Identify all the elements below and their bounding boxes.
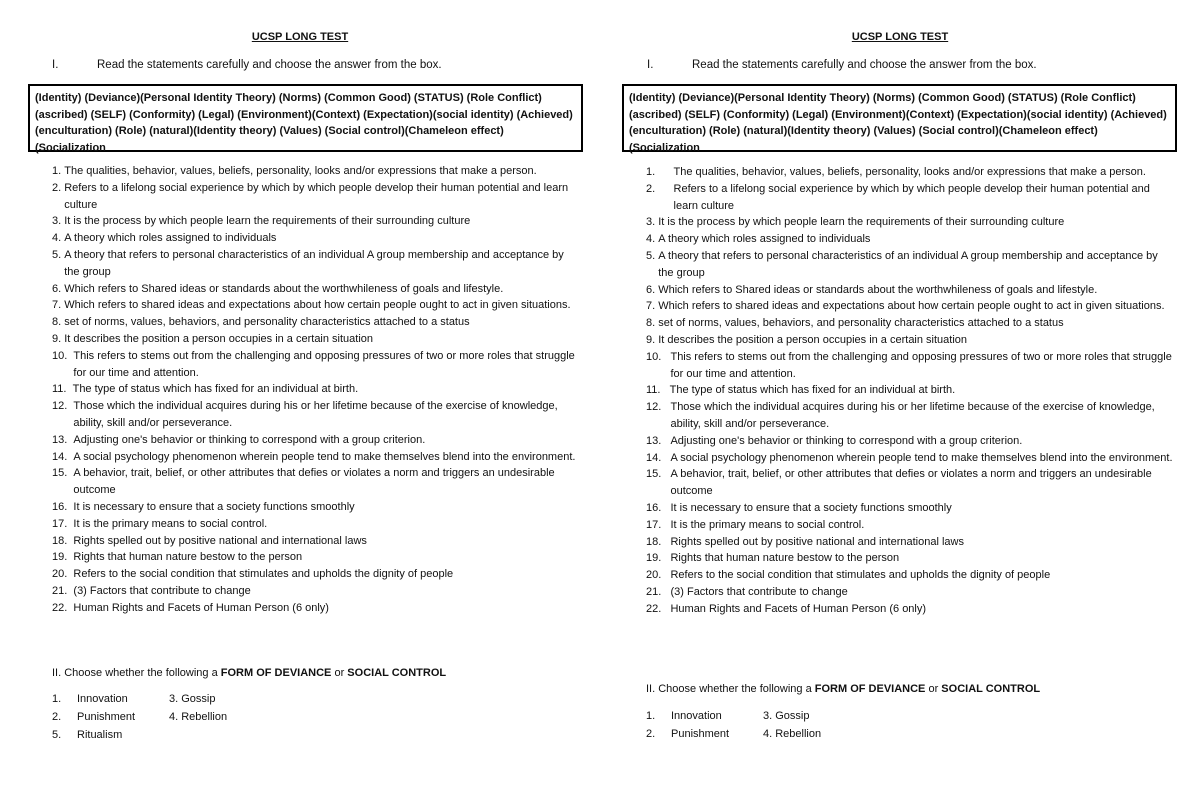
item-number: 2. — [646, 728, 656, 740]
part2-row — [52, 726, 227, 744]
question-text: A social psychology phenomenon wherein people tend to make themselves blend into the environment. — [670, 451, 1173, 464]
part2-row — [52, 708, 227, 726]
question-number: 22. — [52, 601, 74, 614]
question-number: 20. — [52, 568, 74, 581]
question-text: Refers to the social condition that stimulates and upholds the dignity of people — [670, 569, 1051, 582]
question-number: 16. — [646, 501, 671, 514]
question-text: Which refers to shared ideas and expectations about how certain people ought to act in given situations. — [64, 299, 571, 312]
question-number: 13. — [52, 433, 74, 446]
question-item — [52, 163, 582, 180]
part1-text: Read the statements carefully and choose the answer from the box. — [692, 59, 1037, 71]
part2-list — [646, 707, 821, 743]
question-item — [646, 349, 1176, 383]
box-line: (Socialization — [629, 141, 700, 154]
question-item — [646, 164, 1176, 181]
item-label: Innovation — [77, 693, 128, 705]
question-item — [52, 600, 582, 617]
question-number: 2. — [646, 182, 674, 195]
question-number: 19. — [646, 552, 671, 565]
question-number: 1. — [52, 165, 65, 177]
question-item — [52, 297, 582, 314]
question-number: 16. — [52, 500, 74, 513]
question-number: 5. — [646, 249, 659, 262]
part1-roman: I. — [52, 59, 59, 71]
question-list — [52, 163, 582, 617]
question-text: Adjusting one's behavior or thinking to correspond with a group criterion. — [73, 433, 426, 446]
question-item — [646, 214, 1176, 231]
question-text: Rights that human nature bestow to the person — [670, 552, 900, 565]
question-item — [646, 332, 1176, 349]
question-item — [52, 247, 582, 281]
question-text: It describes the position a person occupies in a certain situation — [64, 332, 374, 345]
question-text: Refers to the social condition that stimulates and upholds the dignity of people — [73, 568, 454, 581]
item-label: Ritualism — [77, 729, 123, 741]
question-number: 20. — [646, 569, 671, 582]
item-label: 3. Gossip — [763, 710, 810, 722]
question-item — [52, 516, 582, 533]
question-number: 21. — [646, 585, 671, 598]
question-text: set of norms, values, behaviors, and personality characteristics attached to a status — [64, 316, 470, 329]
question-item — [52, 533, 582, 550]
question-text: The qualities, behavior, values, beliefs, personality, looks and/or expressions that make a person. — [64, 165, 537, 177]
question-number: 3. — [646, 216, 659, 229]
question-item — [646, 534, 1176, 551]
question-number: 8. — [52, 316, 65, 329]
question-item — [52, 432, 582, 449]
answer-choices-box — [28, 84, 583, 152]
question-item — [646, 517, 1176, 534]
question-text: Human Rights and Facets of Human Person (6 only) — [670, 602, 927, 615]
question-number: 18. — [52, 534, 74, 547]
page-title: UCSP LONG TEST — [251, 31, 349, 43]
page-title: UCSP LONG TEST — [851, 31, 949, 43]
part1-roman: I. — [647, 59, 654, 71]
question-number: 14. — [52, 450, 74, 463]
question-item — [646, 466, 1176, 500]
question-number: 12. — [52, 400, 74, 413]
question-item — [52, 549, 582, 566]
question-number: 9. — [52, 332, 65, 345]
question-item — [646, 500, 1176, 517]
question-number: 13. — [646, 434, 671, 447]
question-item — [52, 465, 582, 499]
question-text: It is necessary to ensure that a society functions smoothly — [670, 501, 952, 514]
part2-row — [52, 690, 227, 708]
question-text: Adjusting one's behavior or thinking to correspond with a group criterion. — [670, 434, 1023, 447]
question-item — [646, 550, 1176, 567]
question-text: Rights that human nature bestow to the person — [73, 551, 303, 564]
question-text: This refers to stems out from the challenging and opposing pressures of two or more roles that struggle for our time and attention. — [670, 350, 1172, 380]
box-line: (ascribed) (SELF) (Conformity) (Legal) (Environment)(Context) (Expectation)(social identity) (Achieved) — [35, 108, 573, 121]
question-item — [52, 348, 582, 382]
part1-text: Read the statements carefully and choose the answer from the box. — [97, 59, 442, 71]
box-line: (ascribed) (SELF) (Conformity) (Legal) (Environment)(Context) (Expectation)(social identity) (Achieved) — [629, 108, 1167, 121]
question-number: 9. — [646, 333, 659, 346]
item-number: 1. — [52, 693, 62, 705]
question-text: Rights spelled out by positive national and international laws — [670, 535, 964, 548]
question-number: 6. — [52, 282, 65, 295]
question-text: Human Rights and Facets of Human Person (6 only) — [73, 601, 329, 614]
question-text: The qualities, behavior, values, beliefs, personality, looks and/or expressions that make a person. — [673, 166, 1146, 178]
question-text: The type of status which has fixed for an individual at birth. — [72, 383, 359, 396]
part2-row — [646, 707, 821, 725]
question-number: 5. — [52, 248, 65, 261]
item-label: 4. Rebellion — [763, 728, 822, 740]
question-item — [52, 583, 582, 600]
question-text: (3) Factors that contribute to change — [73, 584, 251, 597]
part2-instruction: II. Choose whether the following a FORM OF DEVIANCE or SOCIAL CONTROL — [52, 667, 447, 679]
question-text: set of norms, values, behaviors, and personality characteristics attached to a status — [658, 317, 1064, 330]
question-text: (3) Factors that contribute to change — [670, 585, 848, 598]
question-text: It is necessary to ensure that a society functions smoothly — [73, 500, 355, 513]
question-number: 7. — [52, 299, 65, 312]
answer-choices-box — [622, 84, 1177, 152]
question-item — [646, 315, 1176, 332]
question-number: 11. — [52, 383, 73, 396]
question-item — [52, 566, 582, 583]
question-item — [646, 382, 1176, 399]
question-text: A theory which roles assigned to individuals — [64, 232, 277, 245]
item-label: Punishment — [671, 728, 730, 740]
question-number: 2. — [52, 181, 65, 194]
question-item — [646, 433, 1176, 450]
question-item — [646, 601, 1176, 618]
question-number: 7. — [646, 300, 659, 313]
item-label: 4. Rebellion — [169, 711, 228, 723]
question-number: 1. — [646, 166, 674, 178]
question-text: This refers to stems out from the challenging and opposing pressures of two or more roles that struggle for our time and attention. — [73, 349, 575, 379]
box-line: (enculturation) (Role) (natural)(Identity theory) (Values) (Social control)(Chameleon effect) — [35, 125, 504, 137]
question-text: A behavior, trait, belief, or other attributes that defies or violates a norm and triggers an undesirable outcome — [670, 468, 1152, 498]
box-line: (Socialization — [35, 141, 106, 154]
part2-list — [52, 690, 227, 744]
part2-row — [646, 725, 821, 743]
item-number: 5. — [52, 729, 62, 741]
question-number: 18. — [646, 535, 671, 548]
question-item — [52, 180, 582, 214]
question-text: Which refers to Shared ideas or standards about the worthwhileness of goals and lifestyle. — [64, 282, 504, 295]
question-item — [52, 281, 582, 298]
question-item — [646, 181, 1176, 215]
question-number: 17. — [52, 517, 74, 530]
question-number: 10. — [52, 349, 74, 362]
question-text: It is the process by which people learn the requirements of their surrounding culture — [658, 216, 1065, 229]
question-text: The type of status which has fixed for an individual at birth. — [669, 384, 956, 397]
question-number: 10. — [646, 350, 671, 363]
item-label: Punishment — [77, 711, 136, 723]
question-text: It is the primary means to social control. — [73, 517, 268, 530]
question-item — [646, 248, 1176, 282]
box-line: (Identity) (Deviance)(Personal Identity Theory) (Norms) (Common Good) (STATUS) (Role Conflict) — [629, 92, 1136, 104]
question-number: 21. — [52, 584, 74, 597]
question-item — [646, 399, 1176, 433]
question-item — [52, 398, 582, 432]
question-text: Those which the individual acquires during his or her lifetime because of the exercise of knowledge, ability, skill and/or perseverance. — [670, 401, 1155, 430]
question-number: 11. — [646, 384, 670, 397]
question-number: 3. — [52, 215, 65, 228]
item-label: Innovation — [671, 710, 722, 722]
question-number: 4. — [52, 232, 65, 245]
question-text: It is the process by which people learn the requirements of their surrounding culture — [64, 215, 471, 228]
question-number: 6. — [646, 283, 659, 296]
question-number: 4. — [646, 233, 659, 246]
question-text: Rights spelled out by positive national and international laws — [73, 534, 367, 547]
question-text: A theory which roles assigned to individuals — [658, 233, 871, 246]
item-number: 1. — [646, 710, 656, 722]
question-number: 8. — [646, 317, 659, 330]
question-item — [52, 499, 582, 516]
question-number: 15. — [646, 468, 671, 481]
question-number: 14. — [646, 451, 671, 464]
question-number: 17. — [646, 518, 671, 531]
question-text: Those which the individual acquires during his or her lifetime because of the exercise of knowledge, ability, skill and/or perseverance. — [73, 400, 558, 429]
question-item — [646, 231, 1176, 248]
question-item — [52, 381, 582, 398]
box-line: (Identity) (Deviance)(Personal Identity Theory) (Norms) (Common Good) (STATUS) (Role Conflict) — [35, 92, 542, 104]
item-number: 2. — [52, 711, 62, 723]
right-test-page — [600, 0, 1200, 785]
question-item — [52, 230, 582, 247]
question-text: A behavior, trait, belief, or other attributes that defies or violates a norm and triggers an undesirable outcome — [73, 467, 555, 497]
question-number: 12. — [646, 401, 671, 414]
question-item — [646, 584, 1176, 601]
question-text: A theory that refers to personal characteristics of an individual A group membership and acceptance by the group — [64, 248, 564, 278]
question-number: 15. — [52, 467, 74, 480]
item-label: 3. Gossip — [169, 693, 216, 705]
part2-instruction: II. Choose whether the following a FORM OF DEVIANCE or SOCIAL CONTROL — [646, 683, 1041, 695]
question-item — [52, 213, 582, 230]
question-text: It describes the position a person occupies in a certain situation — [658, 333, 968, 346]
question-text: Refers to a lifelong social experience by which by which people develop their human potential and learn culture — [673, 182, 1150, 212]
question-text: Which refers to shared ideas and expectations about how certain people ought to act in given situations. — [658, 300, 1165, 313]
question-item — [646, 450, 1176, 467]
question-number: 22. — [646, 602, 671, 615]
question-text: Which refers to Shared ideas or standards about the worthwhileness of goals and lifestyle. — [658, 283, 1098, 296]
question-item — [52, 449, 582, 466]
question-number: 19. — [52, 551, 74, 564]
box-line: (enculturation) (Role) (natural)(Identity theory) (Values) (Social control)(Chameleon effect) — [629, 125, 1098, 137]
question-item — [52, 314, 582, 331]
question-item — [646, 298, 1176, 315]
question-text: It is the primary means to social control. — [670, 518, 865, 531]
question-item — [646, 567, 1176, 584]
question-text: A social psychology phenomenon wherein people tend to make themselves blend into the environment. — [73, 450, 576, 463]
question-text: Refers to a lifelong social experience by which by which people develop their human potential and learn culture — [64, 181, 569, 211]
question-text: A theory that refers to personal characteristics of an individual A group membership and acceptance by the group — [658, 249, 1158, 279]
question-list — [646, 164, 1176, 618]
question-item — [52, 331, 582, 348]
question-item — [646, 282, 1176, 299]
